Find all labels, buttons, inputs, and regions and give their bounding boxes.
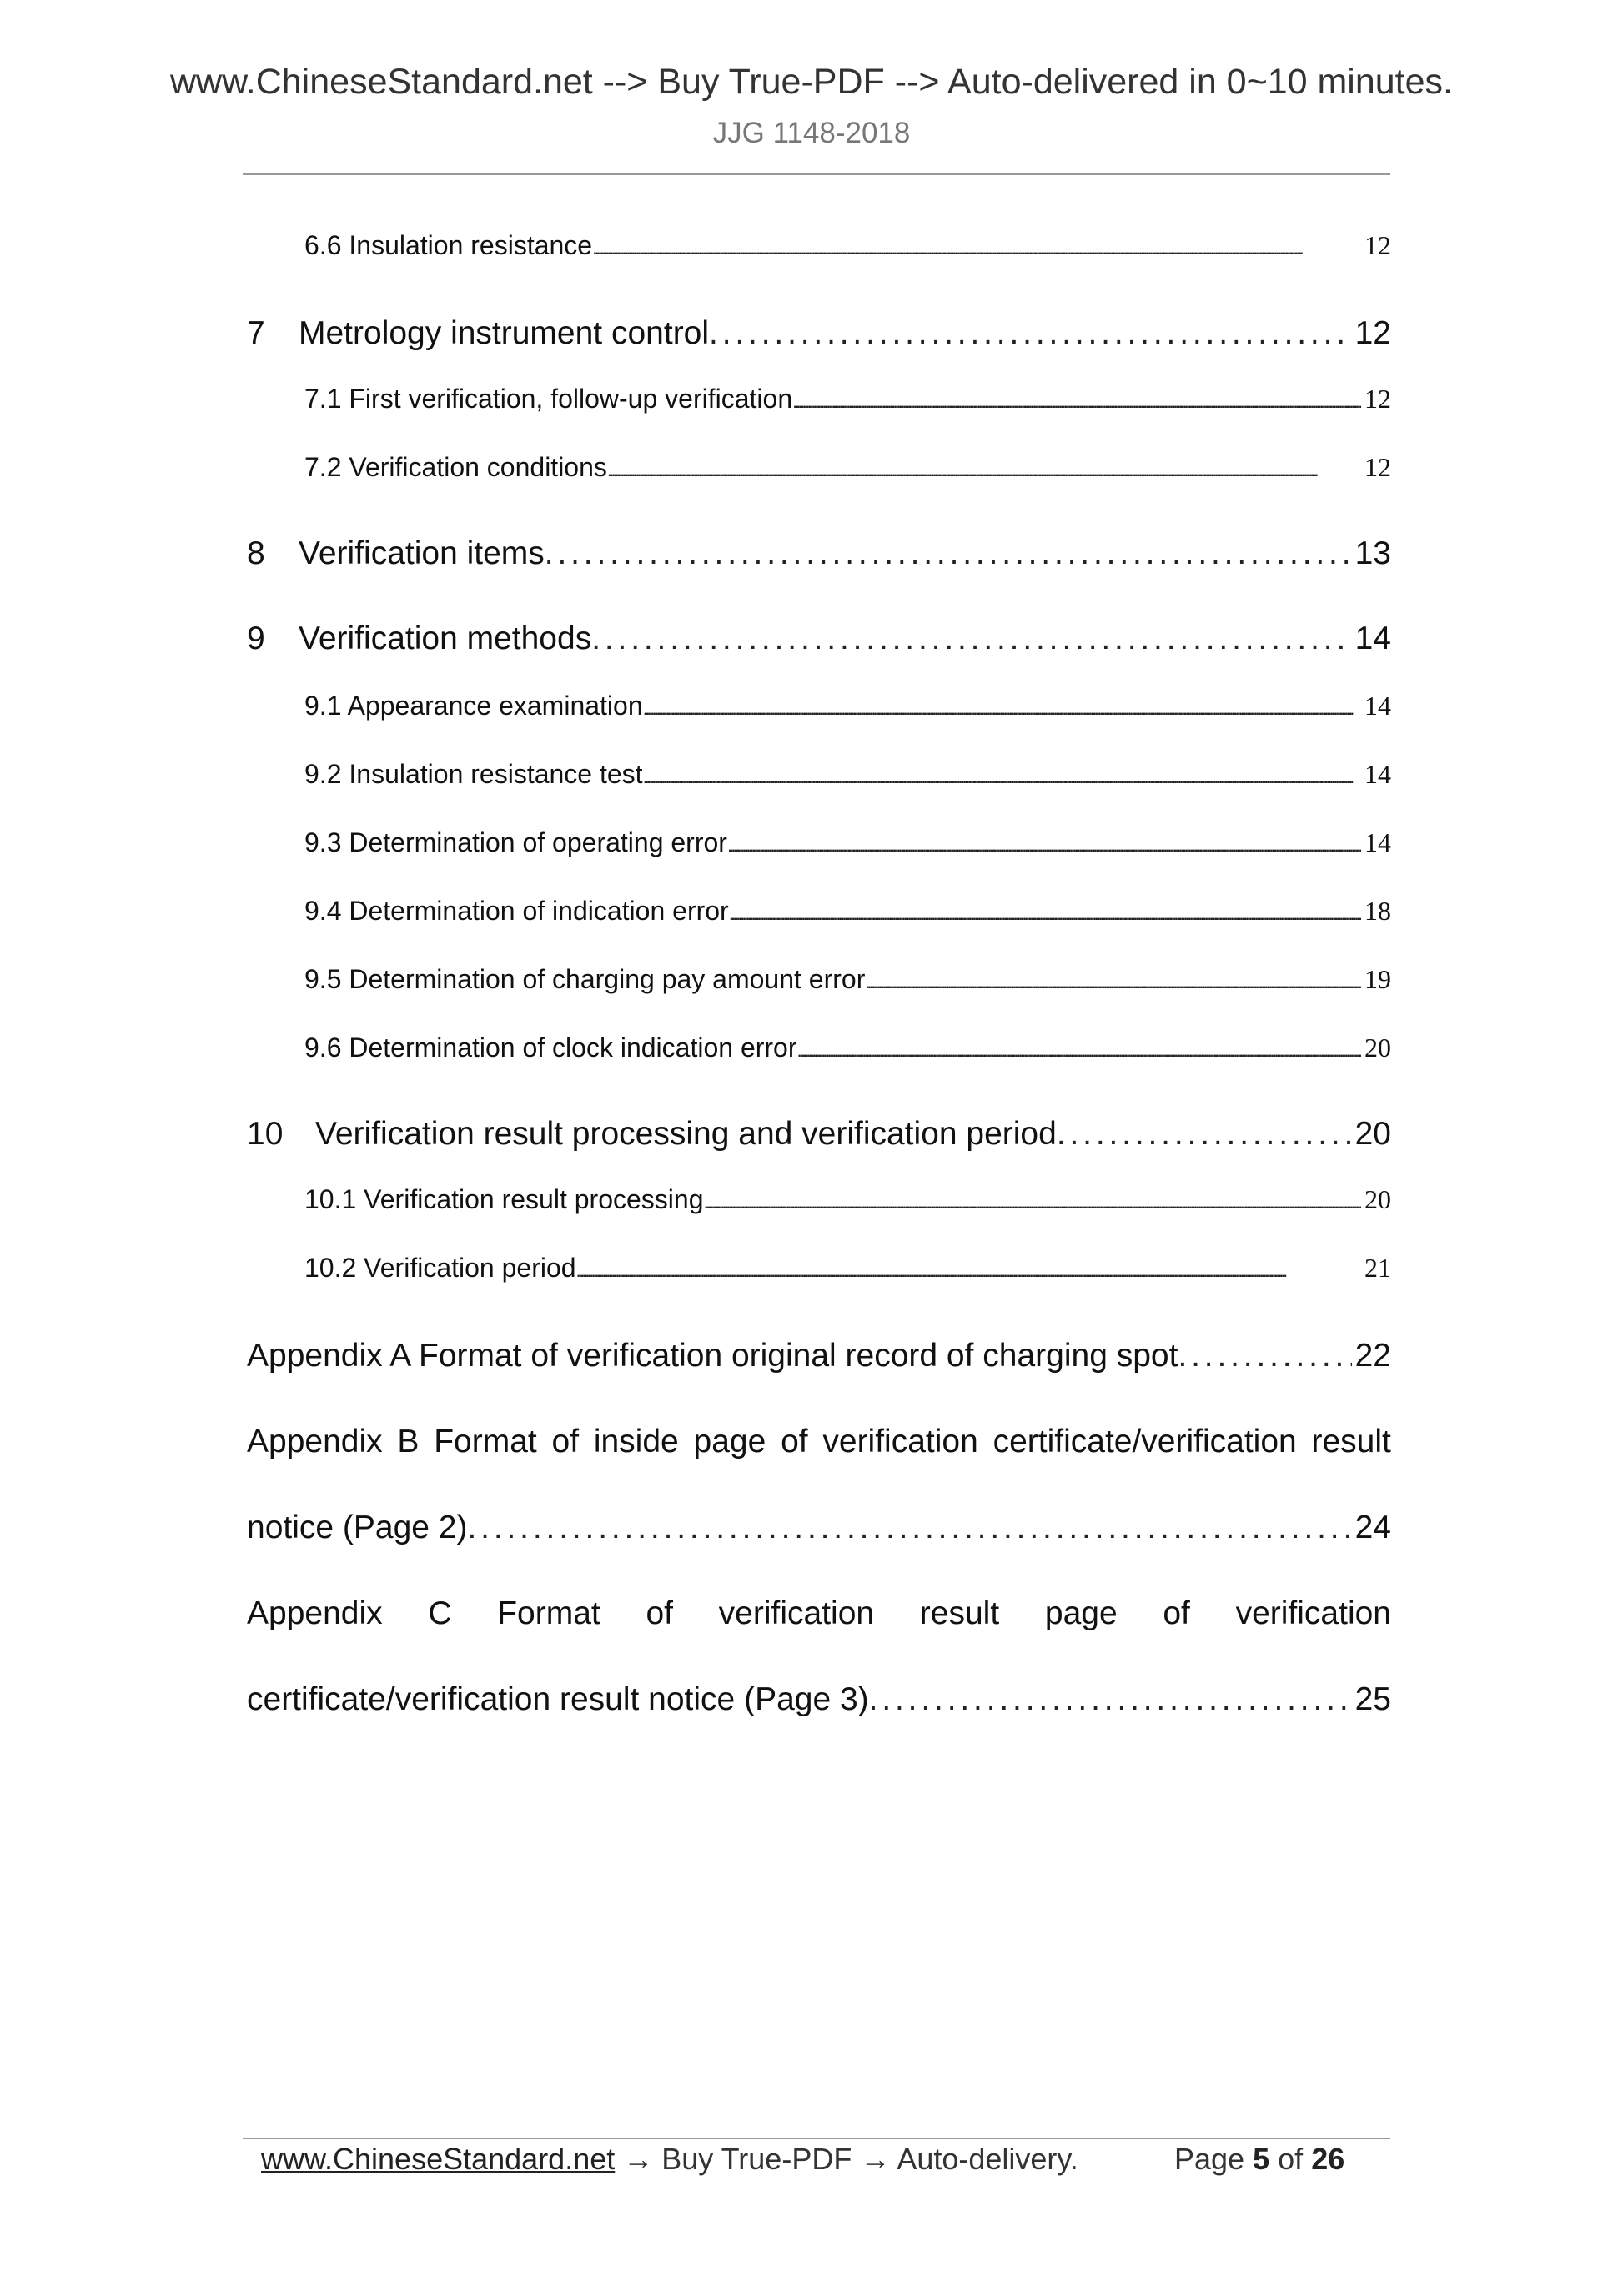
toc-entry-9-3[interactable]	[304, 827, 1391, 858]
toc-entry-title: 9.4 Determination of indication error	[304, 896, 729, 926]
toc-entry-8[interactable]	[247, 535, 1391, 572]
toc-word: of	[781, 1424, 808, 1459]
toc-entry-page: 14	[1364, 691, 1391, 721]
toc-entry-page: 19	[1364, 964, 1391, 994]
toc-leader-dots	[1178, 1338, 1351, 1374]
toc-word: Appendix	[247, 1424, 383, 1459]
toc-entry-page: 14	[1364, 759, 1391, 789]
toc-entry-title: Verification result processing and verification period	[315, 1116, 1057, 1152]
toc-entry-page: 20	[1354, 1116, 1391, 1152]
toc-entry-title: 9.5 Determination of charging pay amount error	[304, 964, 866, 994]
toc-entry-page: 14	[1354, 620, 1391, 656]
toc-word: of	[646, 1595, 673, 1631]
toc-leader-dots	[545, 535, 1352, 572]
toc-entry-appendix-b-line1[interactable]	[247, 1424, 1391, 1460]
toc-entry-title: 7.1 First verification, follow-up verification	[304, 384, 793, 414]
toc-leader-dots	[709, 315, 1352, 352]
toc-entry-appendix-c-line2[interactable]	[247, 1681, 1391, 1718]
toc-entry-title: certificate/verification result notice (Page 3)	[247, 1681, 869, 1717]
toc-entry-9[interactable]	[247, 620, 1391, 657]
footer-site-link[interactable]: www.ChineseStandard.net	[261, 2142, 616, 2176]
toc-entry-page: 22	[1354, 1338, 1391, 1374]
toc-entry-7[interactable]	[247, 315, 1391, 352]
toc-entry-6-6[interactable]	[304, 230, 1391, 261]
toc-leader-dots	[703, 1184, 1361, 1215]
footer-divider	[243, 2138, 1390, 2139]
toc-entry-appendix-b-line2[interactable]	[247, 1510, 1391, 1546]
toc-entry-10-2[interactable]	[304, 1253, 1391, 1284]
toc-entry-10[interactable]	[247, 1116, 1391, 1153]
toc-entry-9-4[interactable]	[304, 896, 1391, 927]
toc-entry-10-1[interactable]	[304, 1184, 1391, 1215]
toc-word: B	[397, 1424, 420, 1459]
toc-word: verification	[822, 1424, 978, 1459]
toc-leader-dots	[865, 964, 1361, 995]
toc-word: result	[1311, 1424, 1391, 1459]
toc-entry-title: notice (Page 2)	[247, 1510, 468, 1545]
toc-leader-dots	[792, 384, 1361, 414]
toc-leader-dots	[468, 1510, 1352, 1546]
toc-entry-page: 12	[1364, 230, 1391, 260]
toc-leader-dots	[643, 759, 1361, 790]
footer-promo	[261, 2142, 1078, 2177]
toc-entry-7-2[interactable]	[304, 452, 1391, 483]
toc-entry-9-1[interactable]	[304, 691, 1391, 721]
toc-entry-page: 18	[1364, 896, 1391, 926]
toc-entry-title: Appendix A Format of verification original record of charging spot	[247, 1338, 1178, 1374]
toc-entry-title: 10.1 Verification result processing	[304, 1184, 704, 1214]
toc-entry-title: 7.2 Verification conditions	[304, 452, 607, 482]
toc-entry-title: Verification items	[299, 535, 545, 571]
toc-leader-dots	[576, 1253, 1361, 1284]
toc-entry-page: 12	[1354, 315, 1391, 351]
toc-entry-page: 21	[1364, 1253, 1391, 1283]
toc-entry-title: Metrology instrument control	[299, 315, 710, 351]
toc-entry-number: 7	[247, 315, 265, 351]
toc-word: inside	[593, 1424, 679, 1459]
toc-entry-page: 20	[1364, 1184, 1391, 1214]
toc-entry-appendix-a[interactable]	[247, 1338, 1391, 1374]
header-banner: www.ChineseStandard.net --> Buy True-PDF --> Auto-delivered in 0~10 minutes.	[169, 62, 1453, 102]
toc-entry-number: 8	[247, 535, 265, 571]
toc-leader-dots	[869, 1681, 1352, 1718]
toc-leader-dots	[592, 230, 1361, 261]
page-of: of	[1278, 2142, 1304, 2176]
toc-entry-page: 13	[1354, 535, 1391, 571]
toc-entry-page: 14	[1364, 827, 1391, 857]
toc-entry-9-6[interactable]	[304, 1032, 1391, 1063]
toc-word: certificate/verification	[992, 1424, 1297, 1459]
toc-entry-appendix-c-line1[interactable]	[247, 1595, 1391, 1632]
toc-word: verification	[718, 1595, 875, 1631]
toc-entry-7-1[interactable]	[304, 384, 1391, 414]
toc-entry-page: 12	[1364, 452, 1391, 482]
toc-word: page	[1044, 1595, 1118, 1631]
toc-word: verification	[1235, 1595, 1391, 1631]
toc-word: result	[919, 1595, 1000, 1631]
toc-leader-dots	[607, 452, 1361, 483]
toc-entry-title: 9.3 Determination of operating error	[304, 827, 727, 857]
toc-entry-number: 9	[247, 620, 265, 656]
toc-leader-dots	[729, 896, 1361, 927]
toc-leader-dots	[643, 691, 1361, 721]
toc-entry-page: 12	[1364, 384, 1391, 414]
toc-entry-page: 24	[1354, 1510, 1391, 1545]
toc-entry-title: 9.1 Appearance examination	[304, 691, 643, 721]
toc-word: Appendix	[247, 1595, 383, 1631]
toc-entry-9-2[interactable]	[304, 759, 1391, 790]
toc-word: page	[693, 1424, 766, 1459]
toc-leader-dots	[591, 620, 1351, 657]
toc-word: Format	[434, 1424, 537, 1459]
toc-leader-dots	[797, 1032, 1362, 1063]
toc-entry-title: 6.6 Insulation resistance	[304, 230, 593, 260]
toc-word: of	[551, 1424, 580, 1459]
toc-entry-title: Verification methods	[299, 620, 592, 656]
toc-entry-page: 20	[1364, 1032, 1391, 1063]
toc-entry-title: 9.2 Insulation resistance test	[304, 759, 643, 789]
toc-word: Format	[497, 1595, 600, 1631]
toc-leader-dots	[1057, 1116, 1352, 1153]
toc-entry-title: 10.2 Verification period	[304, 1253, 576, 1283]
toc-entry-title: 9.6 Determination of clock indication error	[304, 1032, 797, 1063]
document-id: JJG 1148-2018	[712, 117, 911, 149]
toc-leader-dots	[727, 827, 1361, 858]
page-number	[1174, 2142, 1344, 2177]
toc-word: of	[1163, 1595, 1190, 1631]
toc-entry-9-5[interactable]	[304, 964, 1391, 995]
toc-entry-page: 25	[1354, 1681, 1391, 1717]
toc-entry-number: 10	[247, 1116, 284, 1152]
toc-word: C	[428, 1595, 452, 1631]
page-total: 26	[1311, 2142, 1345, 2176]
page-word: Page	[1174, 2142, 1245, 2176]
page-current: 5	[1253, 2142, 1270, 2176]
footer-promo-text: → Buy True-PDF → Auto-delivery.	[615, 2142, 1078, 2176]
